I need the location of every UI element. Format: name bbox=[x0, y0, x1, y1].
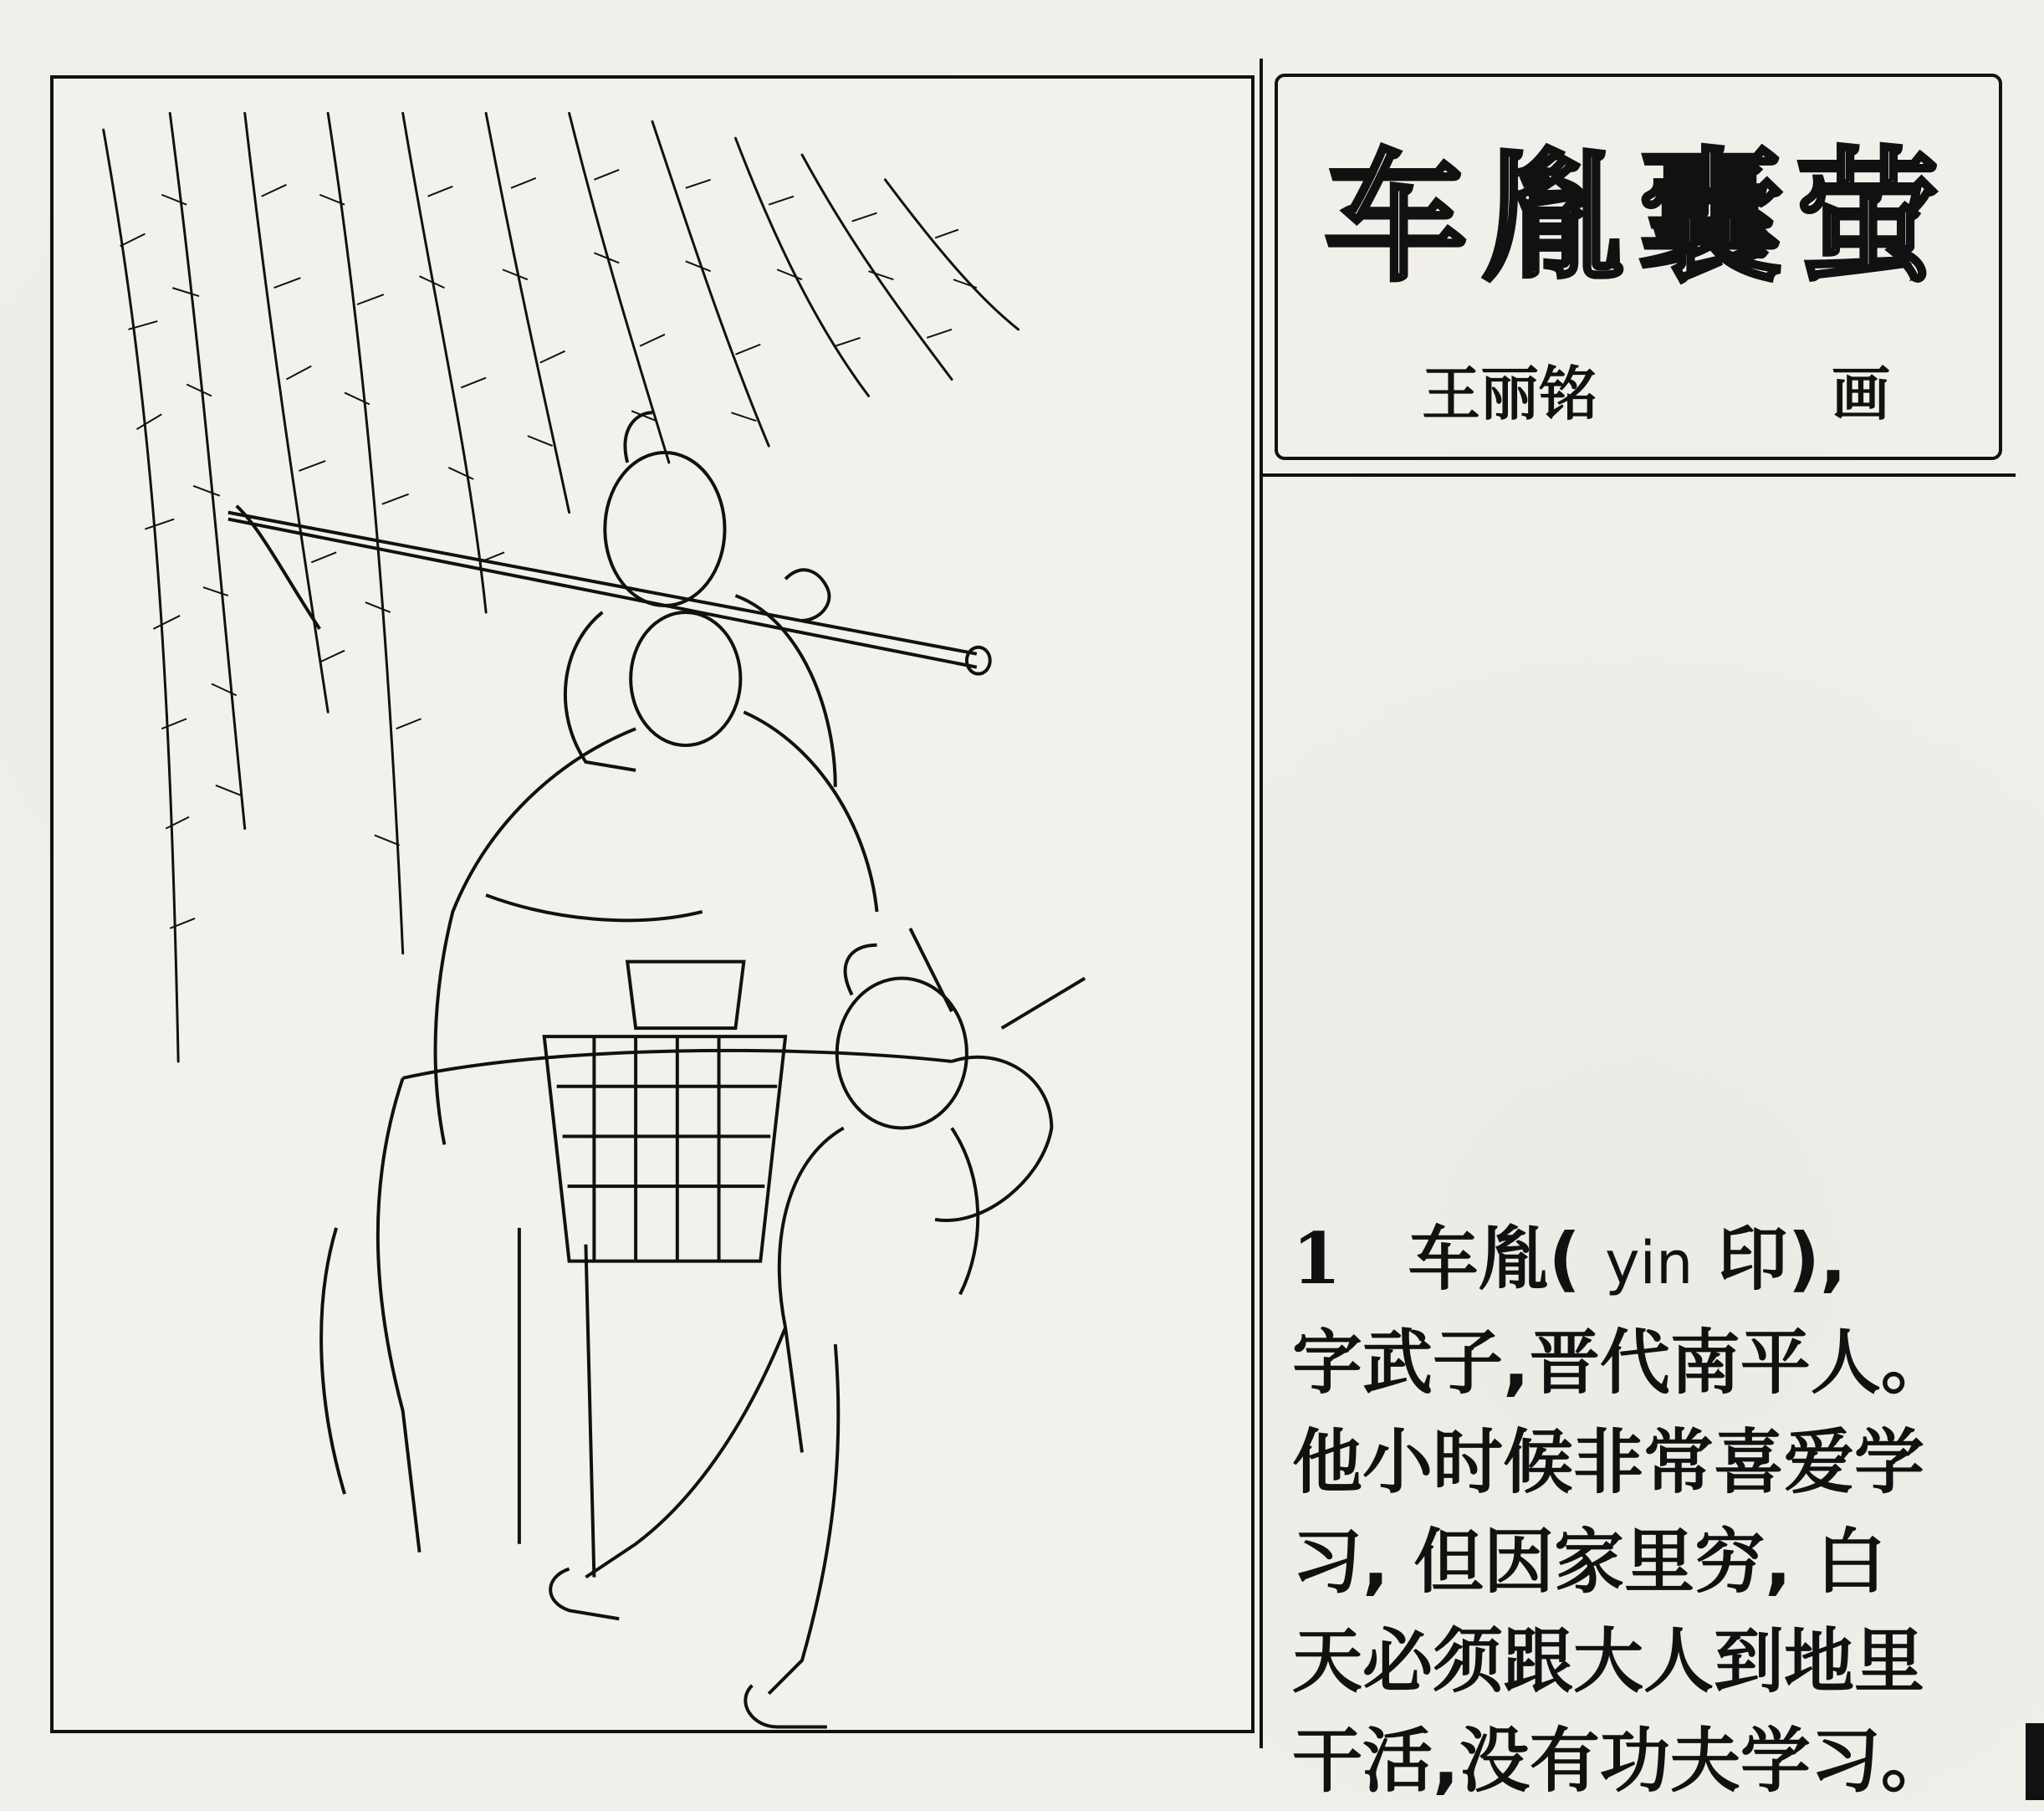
caption-line: 他小时候非常喜爱学 bbox=[1292, 1421, 1925, 1503]
caption-name: 车胤( bbox=[1408, 1218, 1581, 1300]
caption-line: 字武子,晋代南平人。 bbox=[1292, 1322, 1951, 1404]
water-buckets bbox=[544, 962, 785, 1261]
woman bbox=[436, 612, 877, 1144]
story-title: 车胤囊萤 bbox=[1324, 134, 1954, 301]
caption-line: 干活,没有功夫学习。 bbox=[1292, 1720, 1951, 1802]
caption-line1-end: ), bbox=[1787, 1218, 1847, 1300]
caption-line: 天必须跟大人到地里 bbox=[1292, 1620, 1925, 1702]
author-role: 画 bbox=[1832, 359, 1890, 428]
illustration-panel bbox=[50, 75, 1255, 1733]
author-name: 王丽铭 bbox=[1422, 359, 1597, 428]
caption-first-line bbox=[1292, 1209, 1986, 1313]
adult-man bbox=[565, 412, 835, 787]
caption-pin-char: 印 bbox=[1717, 1218, 1788, 1300]
hoe bbox=[228, 506, 990, 674]
illustration-drawing bbox=[54, 79, 1251, 1730]
caption-line: 习, 但因家里穷, 白 bbox=[1292, 1521, 1887, 1603]
panel-number: 1 bbox=[1292, 1217, 1341, 1300]
boy bbox=[550, 945, 978, 1727]
page-edge-mark bbox=[2026, 1723, 2044, 1800]
panel-caption bbox=[1292, 1209, 1986, 1811]
willow-branches bbox=[104, 113, 1019, 1062]
caption-pinyin: yin bbox=[1605, 1229, 1694, 1297]
author-credit bbox=[1422, 351, 1890, 427]
